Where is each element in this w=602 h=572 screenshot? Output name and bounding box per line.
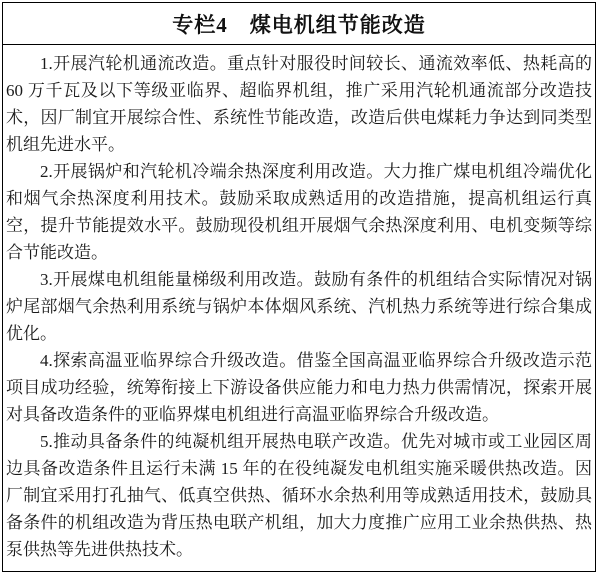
paragraph-1: 1.开展汽轮机通流改造。重点针对服役时间较长、通流效率低、热耗高的 60 万千瓦及以下等级亚临界、超临界机组，推广采用汽轮机通流部分改造技术，因厂制宜开展综合性、系统性节能改造，改造后供电煤耗力争达到同类型机组先进水平。: [6, 54, 592, 154]
box-title: 专栏4 煤电机组节能改造: [3, 3, 595, 45]
paragraph-4: 4.探索高温亚临界综合升级改造。借鉴全国高温亚临界综合升级改造示范项目成功经验，统筹衔接上下游设备供应能力和电力热力供需情况，探索开展对具备改造条件的亚临界煤电机组进行高温亚临界综合升级改造。: [6, 351, 592, 424]
column-box: [2, 2, 596, 572]
paragraph-5: 5.推动具备条件的纯凝机组开展热电联产改造。优先对城市或工业园区周边具备改造条件且运行未满 15 年的在役纯凝发电机组实施采暖供热改造。因厂制宜采用打孔抽气、低真空供热、循环水余热利用等成熟适用技术，鼓励具备条件的机组改造为背压热电联产机组，加大力度推广应用工业余热供热、热泵供热等先进供热技术。: [6, 432, 592, 559]
paragraph-3: 3.开展煤电机组能量梯级利用改造。鼓励有条件的机组结合实际情况对锅炉尾部烟气余热利用系统与锅炉本体烟风系统、汽机热力系统等进行综合集成优化。: [6, 270, 592, 343]
paragraph-2: 2.开展锅炉和汽轮机冷端余热深度利用改造。大力推广煤电机组冷端优化和烟气余热深度利用技术。鼓励采取成熟适用的改造措施，提高机组运行真空，提升节能提效水平。鼓励现役机组开展烟气余热深度利用、电机变频等综合节能改造。: [6, 162, 592, 262]
box-body: [3, 45, 595, 563]
